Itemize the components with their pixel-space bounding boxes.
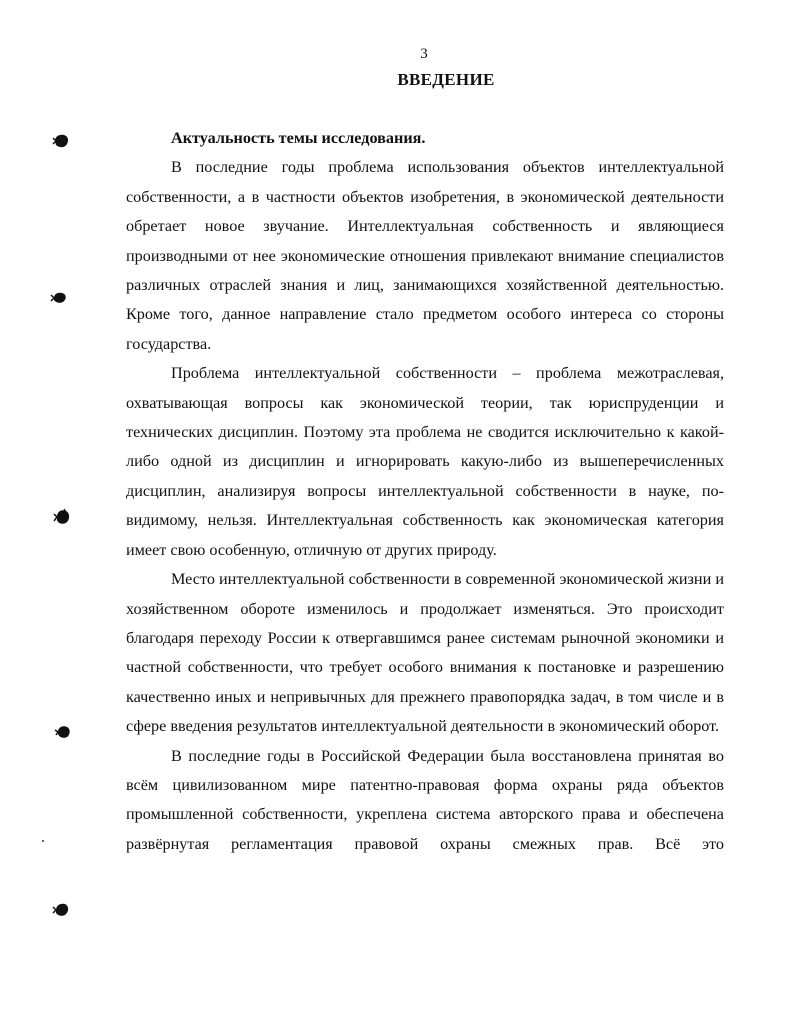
page-title: ВВЕДЕНИЕ (397, 70, 495, 89)
paragraph-2: Проблема интеллектуальной собственности – проблема межотраслевая, охватывающая вопросы как экономической теории, так юриспруденции и технических дисциплин. Поэтому эта проблема не сводится исключительно к какой-либо одной из дисциплин и игнорировать какую-либо из вышеперечисленных дисциплин, анализируя вопросы интеллектуальной собственности в науке, по-видимому, нельзя. Интеллектуальная собственность как экономическая категория имеет свою особенную, отличную от других природу. (126, 364, 724, 559)
paragraph-4: В последние годы в Российской Федерации была восстановлена принятая во всём цивилизованном мире патентно-правовая форма охраны ряда объектов промышленной собственности, укреплена система авторского права и обеспечена развёрнутая регламентация правовой охраны смежных прав. Всё это (126, 746, 724, 853)
punch-hole-icon (50, 290, 68, 306)
punch-hole-icon (52, 507, 72, 527)
body-text (126, 124, 724, 859)
punch-hole-icon (54, 724, 72, 740)
punch-hole-icon (52, 902, 70, 918)
page-number: 3 (420, 46, 428, 62)
paragraph-3: Место интеллектуальной собственности в современной экономической жизни и хозяйственном обороте изменилось и продолжает изменяться. Это происходит благодаря переходу России к отвергавшимся ранее системам рыночной экономики и частной собственности, что требует особого внимания к постановке и разрешению качественно иных и непривычных для прежнего правопорядка задач, в том числе и в сфере введения результатов интеллектуальной деятельности в экономический оборот. (126, 570, 724, 736)
section-title: Актуальность темы исследования. (171, 129, 426, 147)
paragraph-1: В последние годы проблема использования объектов интеллектуальной собственности, а в частности объектов изобретения, в экономической деятельности обретает новое звучание. Интеллектуальная собственность и являющиеся производными от нее экономические отношения привлекают внимание специалистов различных отраслей знания и лиц, занимающихся хозяйственной деятельностью. Кроме того, данное направление стало предметом особого интереса со стороны государства. (126, 158, 724, 353)
punch-hole-icon (52, 133, 70, 149)
scan-speck (42, 840, 44, 842)
